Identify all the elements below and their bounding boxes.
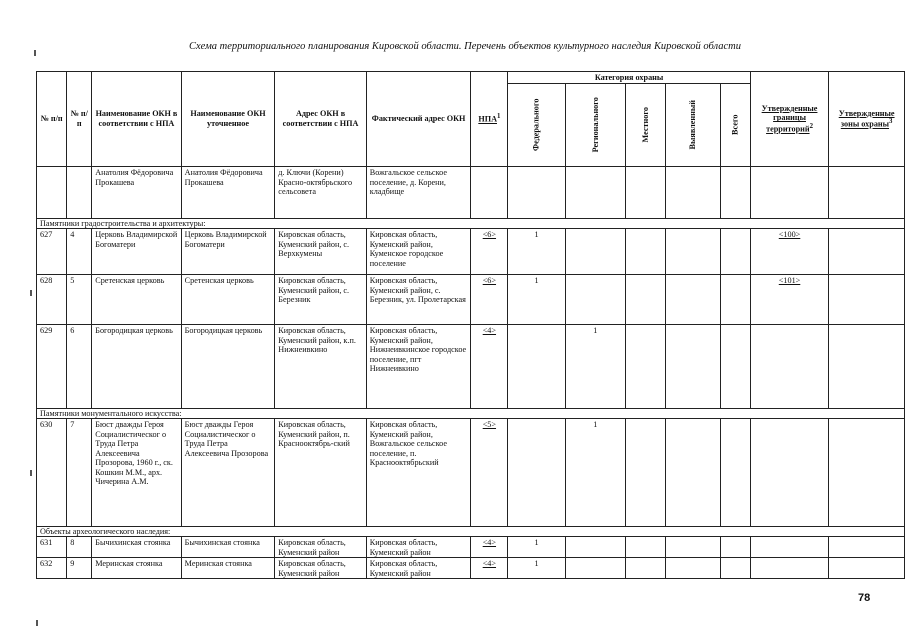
cell-federal <box>508 325 565 409</box>
cell-zones <box>829 325 905 409</box>
cell-num-text: 630 <box>40 420 53 429</box>
table-row <box>37 325 905 409</box>
cell-num2 <box>67 167 92 219</box>
cell-name-npa-text: Богородицкая церковь <box>95 326 173 335</box>
cell-identified <box>666 558 720 579</box>
cell-num2 <box>67 558 92 579</box>
cell-address-npa <box>275 325 366 409</box>
col-header-address-actual: Фактический адрес ОКН <box>366 72 471 167</box>
cell-name-npa <box>92 558 181 579</box>
col-header-local <box>625 84 665 167</box>
cell-federal <box>508 275 565 325</box>
col-header-category-group: Категория охраны <box>508 72 751 84</box>
cell-name-npa-text: Меринская стоянка <box>95 559 163 569</box>
cell-name-clarified-text: Богородицкая церковь <box>184 326 263 335</box>
cell-name-npa-text: Бычихинская стоянка <box>95 538 171 547</box>
table-row <box>37 275 905 325</box>
col-header-total <box>720 84 750 167</box>
cell-name-npa <box>92 419 181 527</box>
cell-npa-ref-text: <6> <box>482 276 497 285</box>
col-header-address-npa: Адрес ОКН в соответствии с НПА <box>275 72 366 167</box>
section-title: Памятники монументального искусства: <box>37 409 905 419</box>
section-row <box>37 219 905 229</box>
cell-npa-ref <box>471 325 508 409</box>
cell-num-text: 629 <box>40 326 53 335</box>
cell-regional <box>565 229 625 275</box>
cell-address-actual-text: Вожгальское сельское поселение, д. Корени, кладбище <box>369 168 447 197</box>
scan-mark <box>30 470 32 476</box>
cell-name-clarified-text: Бычихинская стоянка <box>184 538 260 547</box>
cell-num-text: 631 <box>40 538 53 547</box>
cell-regional <box>565 325 625 409</box>
cell-address-actual <box>366 229 471 275</box>
cell-name-clarified <box>181 558 275 579</box>
cell-npa-ref <box>471 167 508 219</box>
cell-federal <box>508 419 565 527</box>
cell-borders <box>750 419 828 527</box>
cell-num-text: 632 <box>40 559 53 569</box>
cell-identified <box>666 325 720 409</box>
col-header-borders <box>750 72 828 167</box>
federal-label: Федерального <box>531 98 541 152</box>
cell-num2-text: 9 <box>70 559 75 569</box>
cell-address-actual <box>366 537 471 558</box>
cell-name-clarified <box>181 275 275 325</box>
cell-total <box>720 419 750 527</box>
scan-mark <box>34 50 36 56</box>
cell-zones <box>829 275 905 325</box>
cell-num-text: 627 <box>40 230 53 239</box>
cell-borders-text: <101> <box>778 276 801 285</box>
cell-address-actual-text: Кировская область, Куменский район, с. Березник, ул. Пролетарская <box>369 276 466 305</box>
cell-zones <box>829 167 905 219</box>
cell-num2-text: 7 <box>70 420 75 429</box>
cell-npa-ref <box>471 275 508 325</box>
borders-label: Утвержденные границы территорий <box>761 103 818 134</box>
regional-label: Регионального <box>590 97 600 153</box>
cell-address-npa-text: д. Ключи (Корени) Красно-октябрьского сельсовета <box>278 168 353 197</box>
cell-address-actual-text: Кировская область, Куменский район, Нижнеивкинское городское поселение, пгт Нижнеивкино <box>369 326 467 374</box>
page-number: 78 <box>858 592 871 604</box>
cell-num <box>37 558 67 579</box>
table-row <box>37 558 905 579</box>
section-title: Памятники градостроительства и архитектуры: <box>37 219 905 229</box>
cell-regional <box>565 537 625 558</box>
cell-regional-text: 1 <box>593 420 598 429</box>
cell-num2 <box>67 325 92 409</box>
cell-address-actual <box>366 325 471 409</box>
cell-num2 <box>67 419 92 527</box>
local-label: Местного <box>640 107 650 143</box>
cell-address-npa <box>275 558 366 579</box>
cell-name-npa <box>92 325 181 409</box>
cell-address-npa-text: Кировская область, Куменский район, к.п. Нижнеивкино <box>278 326 356 355</box>
col-header-num: № п/п <box>37 72 67 167</box>
cell-name-clarified <box>181 167 275 219</box>
cell-borders <box>750 275 828 325</box>
cell-address-actual-text: Кировская область, Куменский район, Куменское городское поселение <box>369 230 444 268</box>
cell-regional <box>565 167 625 219</box>
cell-name-npa <box>92 537 181 558</box>
cell-zones <box>829 419 905 527</box>
section-row <box>37 409 905 419</box>
cell-num <box>37 537 67 558</box>
identified-label: Выявленный <box>688 100 698 150</box>
cell-borders <box>750 558 828 579</box>
table-body <box>37 167 905 579</box>
borders-footnote: 2 <box>809 122 813 130</box>
section-row <box>37 527 905 537</box>
scan-mark <box>36 620 38 626</box>
cell-local <box>625 537 665 558</box>
cell-address-npa-text: Кировская область, Куменский район, п. Краснооктябрь-ский <box>278 420 350 449</box>
table-row <box>37 229 905 275</box>
cell-npa-ref-text: <4> <box>482 326 497 335</box>
col-header-num2: № п/п <box>67 72 92 167</box>
cell-address-actual-text: Кировская область, Куменский район, Вожгальское сельское поселение, п. Краснооктябрьский <box>369 420 447 468</box>
cell-local <box>625 558 665 579</box>
cell-npa-ref-text: <5> <box>482 420 497 429</box>
cell-address-npa <box>275 419 366 527</box>
cell-npa-ref-text: <4> <box>482 538 497 547</box>
cell-federal <box>508 558 565 579</box>
cell-local <box>625 275 665 325</box>
cell-regional <box>565 275 625 325</box>
cell-address-npa <box>275 167 366 219</box>
cell-zones <box>829 229 905 275</box>
cell-address-actual <box>366 558 471 579</box>
cell-name-npa-text: Анатолия Фёдоровича Прокашева <box>95 168 174 187</box>
section-title: Объекты археологического наследия: <box>37 527 905 537</box>
cell-address-npa-text: Кировская область, Куменский район <box>278 559 346 578</box>
col-header-zones <box>829 72 905 167</box>
cell-identified <box>666 275 720 325</box>
table-row <box>37 537 905 558</box>
heritage-objects-table <box>36 71 905 579</box>
cell-identified <box>666 537 720 558</box>
cell-name-clarified <box>181 537 275 558</box>
scan-mark <box>30 290 32 296</box>
cell-num-text: 628 <box>40 276 53 285</box>
cell-federal-text: 1 <box>534 276 539 285</box>
cell-federal-text: 1 <box>534 230 539 239</box>
cell-identified <box>666 419 720 527</box>
cell-total <box>720 167 750 219</box>
cell-federal <box>508 167 565 219</box>
cell-address-npa-text: Кировская область, Куменский район, с. Березник <box>278 276 350 305</box>
cell-zones <box>829 558 905 579</box>
page-title: Схема территориального планирования Кировской области. Перечень объектов культурного наследия Кировской области <box>189 41 741 52</box>
cell-num2-text: 6 <box>70 326 75 335</box>
cell-identified <box>666 229 720 275</box>
cell-name-clarified <box>181 419 275 527</box>
cell-borders <box>750 167 828 219</box>
cell-address-actual-text: Кировская область, Куменский район <box>369 559 438 578</box>
cell-name-clarified-text: Сретенская церковь <box>184 276 254 285</box>
cell-npa-ref <box>471 537 508 558</box>
cell-name-clarified-text: Церковь Владимирской Богоматери <box>184 230 267 249</box>
cell-name-clarified-text: Анатолия Фёдоровича Прокашева <box>184 168 263 187</box>
table-row <box>37 419 905 527</box>
cell-name-npa-text: Бюст дважды Героя Социалистическог о Труда Петра Алексеевича Прозорова, 1960 г., ск. Кошкин М.М., арх. Чичерина А.М. <box>95 420 173 487</box>
cell-name-clarified <box>181 325 275 409</box>
cell-num2-text: 5 <box>70 276 75 285</box>
cell-num <box>37 275 67 325</box>
cell-federal-text: 1 <box>534 538 539 547</box>
npa-label: НПА <box>478 115 497 125</box>
cell-address-actual-text: Кировская область, Куменский район <box>369 538 438 557</box>
cell-num <box>37 229 67 275</box>
cell-address-actual <box>366 275 471 325</box>
cell-name-npa <box>92 229 181 275</box>
cell-name-clarified <box>181 229 275 275</box>
cell-npa-ref <box>471 558 508 579</box>
cell-npa-ref-text: <6> <box>482 230 497 239</box>
cell-name-clarified-text: Меринская стоянка <box>184 559 252 569</box>
cell-name-npa <box>92 275 181 325</box>
cell-regional-text: 1 <box>593 326 598 335</box>
cell-local <box>625 229 665 275</box>
col-header-federal <box>508 84 565 167</box>
cell-federal <box>508 229 565 275</box>
cell-num2 <box>67 229 92 275</box>
cell-num2-text: 8 <box>70 538 75 547</box>
zones-label: Утвержденные зоны охраны <box>838 108 895 129</box>
cell-name-npa-text: Сретенская церковь <box>95 276 165 285</box>
cell-borders-text: <100> <box>778 230 801 239</box>
table-row <box>37 167 905 219</box>
cell-borders <box>750 325 828 409</box>
cell-local <box>625 419 665 527</box>
cell-npa-ref-text: <4> <box>482 559 497 569</box>
cell-npa-ref <box>471 229 508 275</box>
total-label: Всего <box>730 114 740 136</box>
cell-address-npa <box>275 537 366 558</box>
cell-local <box>625 325 665 409</box>
cell-federal-text: 1 <box>534 559 539 569</box>
cell-local <box>625 167 665 219</box>
cell-num <box>37 325 67 409</box>
cell-num2-text: 4 <box>70 230 75 239</box>
cell-regional <box>565 558 625 579</box>
zones-footnote: 3 <box>889 118 893 126</box>
col-header-name-clarified: Наименование ОКН уточненное <box>181 72 275 167</box>
cell-num2 <box>67 275 92 325</box>
cell-zones <box>829 537 905 558</box>
cell-borders <box>750 537 828 558</box>
cell-total <box>720 275 750 325</box>
cell-total <box>720 229 750 275</box>
cell-name-npa-text: Церковь Владимирской Богоматери <box>95 230 178 249</box>
col-header-regional <box>565 84 625 167</box>
col-header-name-npa: Наименование ОКН в соответствии с НПА <box>92 72 181 167</box>
cell-address-actual <box>366 167 471 219</box>
cell-address-npa-text: Кировская область, Куменский район <box>278 538 346 557</box>
cell-num2 <box>67 537 92 558</box>
cell-total <box>720 325 750 409</box>
cell-identified <box>666 167 720 219</box>
cell-address-npa <box>275 275 366 325</box>
npa-footnote: 1 <box>496 113 501 121</box>
cell-address-npa-text: Кировская область, Куменский район, с. Верхкумены <box>278 230 350 259</box>
cell-num <box>37 419 67 527</box>
cell-federal <box>508 537 565 558</box>
cell-regional <box>565 419 625 527</box>
cell-num <box>37 167 67 219</box>
cell-name-clarified-text: Бюст дважды Героя Социалистическог о Труда Петра Алексеевича Прозорова <box>184 420 269 458</box>
cell-borders <box>750 229 828 275</box>
cell-name-npa <box>92 167 181 219</box>
cell-npa-ref <box>471 419 508 527</box>
col-header-identified <box>666 84 720 167</box>
cell-total <box>720 537 750 558</box>
cell-address-actual <box>366 419 471 527</box>
cell-total <box>720 558 750 579</box>
col-header-npa <box>471 72 508 167</box>
cell-address-npa <box>275 229 366 275</box>
